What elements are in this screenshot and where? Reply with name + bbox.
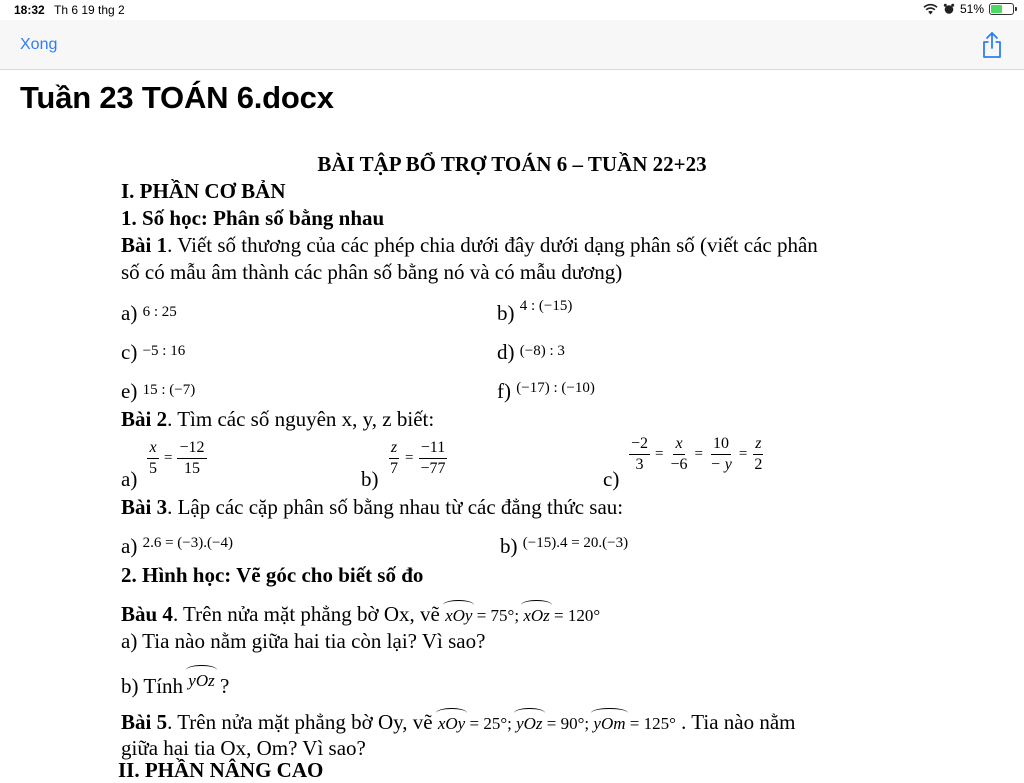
exercise-4-question-b: b) Tính yOz ? xyxy=(121,671,230,698)
ex1-item-label: d) xyxy=(497,340,515,364)
subsection-arithmetic: 1. Số học: Phân số bằng nhau xyxy=(121,206,385,230)
fraction: $\frac{-2}{3}$ xyxy=(631,435,649,473)
fraction: $\frac{-12}{15}$ xyxy=(179,439,205,477)
exercise-1-line1 xyxy=(121,235,818,256)
angle-yoz: yOz xyxy=(516,714,543,733)
ex1-item-label: e) xyxy=(121,379,138,403)
ex1-item-label: c) xyxy=(121,340,138,364)
ex1-item-a xyxy=(121,303,177,324)
angle-values: xOy = 25°; yOz = 90°; yOm = 125° xyxy=(437,714,676,733)
ex2-equation-c: $\frac{-2}{3}$ = $\frac{x}{-6}$ = $\frac{10}{- y}$ = $\frac{z}{2}$ xyxy=(631,435,763,473)
ex1-expression: −5 : 16 xyxy=(142,343,186,359)
angle-values: xOy = 75°; xOz = 120° xyxy=(445,606,601,625)
ex3-item-label: b) xyxy=(500,534,518,558)
ex1-expression: (−17) : (−10) xyxy=(516,380,595,396)
angle-xoy: xOy xyxy=(437,714,466,733)
exercise-5-line1: Bài 5. Trên nửa mặt phẳng bờ Oy, vẽ xOy = 25°; yOz = 90°; yOm = 125° . Tia nào nằm xyxy=(121,710,796,734)
exercise-1-label: Bài 1 xyxy=(121,233,168,257)
exercise-4-text: . Trên nửa mặt phẳng bờ Ox, vẽ xyxy=(172,602,440,626)
ex1-expression: (−8) : 3 xyxy=(519,343,565,359)
status-date: Th 6 19 thg 2 xyxy=(54,3,125,17)
status-time: 18:32 xyxy=(14,3,45,17)
ex2-item-c-label: c) xyxy=(603,467,620,491)
fraction: $\frac{x}{-6}$ xyxy=(670,435,688,473)
angle-yom: yOm xyxy=(593,714,626,733)
exercise-2-line xyxy=(121,409,434,430)
ex1-item-label: a) xyxy=(121,301,138,325)
ex1-item-b xyxy=(497,297,572,324)
ex1-expression: 15 : (−7) xyxy=(142,382,196,398)
fraction: $\frac{-11}{-77}$ xyxy=(420,439,446,477)
angle-xoz: xOz xyxy=(523,606,550,625)
exercise-4-label: Bàu 4 xyxy=(121,602,173,626)
file-title: Tuần 23 TOÁN 6.docx xyxy=(20,80,334,115)
ex2-item-a-label: a) xyxy=(121,467,138,491)
exercise-1-line2: số có mẫu âm thành các phân số bằng nó và có mẫu dương) xyxy=(121,260,623,284)
angle-xoy: xOy xyxy=(445,606,473,625)
ex2-equation-a: $\frac{x}{5}$ = $\frac{-12}{15}$ xyxy=(149,439,205,477)
exercise-4-line xyxy=(121,604,600,625)
fraction: $\frac{10}{- y}$ xyxy=(710,435,732,473)
exercise-3-text: . Lập các cặp phân số bằng nhau từ các đẳng thức sau: xyxy=(167,495,624,519)
fraction: $\frac{z}{2}$ xyxy=(754,435,763,473)
exercise-4-question-a: a) Tia nào nằm giữa hai tia còn lại? Vì sao? xyxy=(121,629,486,653)
ex1-item-f xyxy=(497,375,595,402)
fraction: $\frac{x}{5}$ xyxy=(149,439,157,477)
ex3-expression: (−15).4 = 20.(−3) xyxy=(522,535,629,551)
ex2-item-b-label: b) xyxy=(361,467,379,491)
exercise-2-label: Bài 2 xyxy=(121,407,168,431)
ex3-item-label: a) xyxy=(121,534,138,558)
fraction: $\frac{z}{7}$ xyxy=(390,439,398,477)
exercise-5-label: Bài 5 xyxy=(121,710,168,734)
section-advanced-cut: II. PHẦN NÂNG CAO xyxy=(118,758,324,782)
ex1-item-label: b) xyxy=(497,301,515,325)
ex1-expression: 6 : 25 xyxy=(142,304,177,320)
doc-heading: BÀI TẬP BỔ TRỢ TOÁN 6 – TUẦN 22+23 xyxy=(317,152,707,176)
exercise-3-line xyxy=(121,497,623,518)
ex1-expression: 4 : (−15) xyxy=(519,298,573,314)
ex1-item-label: f) xyxy=(497,379,511,403)
exercise-2-text: . Tìm các số nguyên x, y, z biết: xyxy=(167,407,435,431)
ex1-item-c xyxy=(121,342,185,363)
exercise-1-text: . Viết số thương của các phép chia dưới đây dưới dạng phân số (viết các phân xyxy=(167,233,818,257)
ex1-item-d xyxy=(497,338,565,363)
angle-yoz: yOz xyxy=(188,671,215,690)
battery-percent: 51% xyxy=(959,2,984,16)
subsection-geometry: 2. Hình học: Vẽ góc cho biết số đo xyxy=(121,563,424,587)
ex3-item-a xyxy=(121,530,233,557)
exercise-5-line2: giữa hai tia Ox, Om? Vì sao? xyxy=(121,736,366,760)
ex1-item-e xyxy=(121,377,195,402)
exercise-5-text: . Trên nửa mặt phẳng bờ Oy, vẽ xyxy=(167,710,433,734)
ex3-item-b xyxy=(500,530,628,557)
section-basic: I. PHẦN CƠ BẢN xyxy=(121,179,286,203)
ex3-expression: 2.6 = (−3).(−4) xyxy=(142,535,233,551)
ex2-equation-b: $\frac{z}{7}$ = $\frac{-11}{-77}$ xyxy=(390,439,446,477)
exercise-3-label: Bài 3 xyxy=(121,495,168,519)
done-button[interactable]: Xong xyxy=(20,36,58,53)
